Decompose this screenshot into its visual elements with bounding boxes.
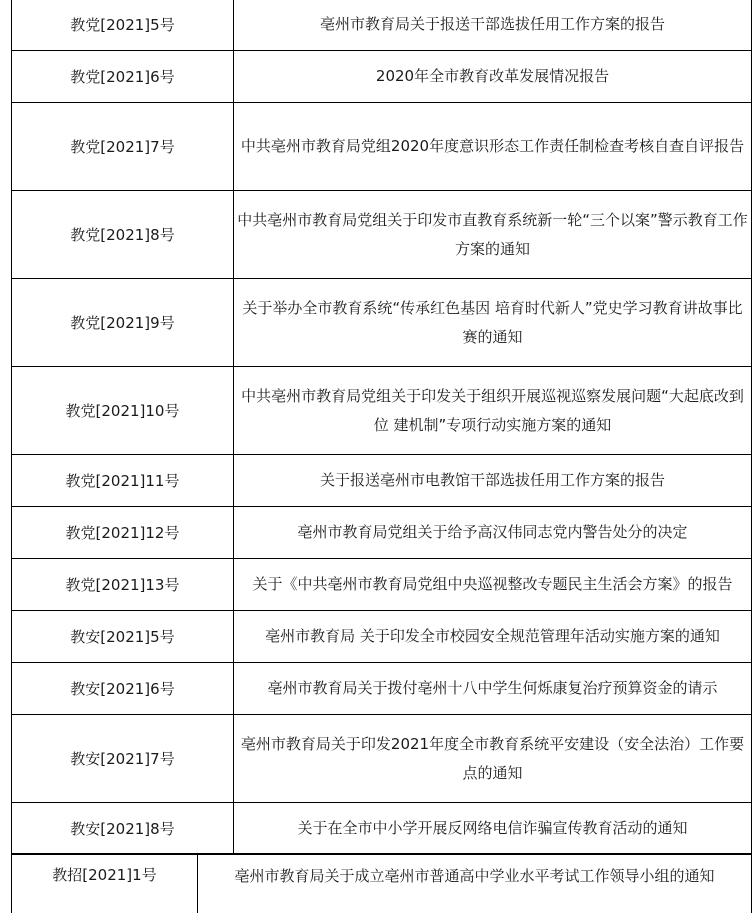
document-title: 亳州市教育局党组关于给予高汉伟同志党内警告处分的决定: [297, 523, 688, 541]
document-title: 中共亳州市教育局党组2020年度意识形态工作责任制检查考核自查自评报告: [240, 137, 745, 155]
document-title: 2020年全市教育改革发展情况报告: [375, 67, 610, 85]
document-number: 教安[2021]8号: [12, 803, 234, 854]
document-number: 教安[2021]5号: [12, 611, 234, 662]
document-title: 亳州市教育局关于印发2021年度全市教育系统平安建设（安全法治）工作要点的通知: [240, 734, 745, 782]
table-row-last: [11, 853, 752, 913]
document-number: 教党[2021]6号: [12, 51, 234, 102]
document-number: 教党[2021]5号: [12, 0, 234, 50]
table-row: [11, 0, 752, 51]
table-row: [11, 803, 752, 855]
table-row: [11, 367, 752, 455]
document-title: 关于在全市中小学开展反网络电信诈骗宣传教育活动的通知: [297, 819, 688, 837]
document-title: 亳州市教育局 关于印发全市校园安全规范管理年活动实施方案的通知: [265, 627, 720, 645]
document-title: 关于报送亳州市电教馆干部选拔任用工作方案的报告: [319, 471, 665, 489]
document-number: 教安[2021]7号: [12, 715, 234, 802]
document-number: 教招[2021]1号: [12, 854, 198, 913]
document-title: 亳州市教育局关于报送干部选拔任用工作方案的报告: [319, 15, 665, 33]
table-row: [11, 559, 752, 611]
document-title: 关于举办全市教育系统“传承红色基因 培育时代新人”党史学习教育讲故事比赛的通知: [242, 298, 743, 346]
document-number: 教党[2021]7号: [12, 103, 234, 190]
table-row: [11, 51, 752, 103]
table-row: [11, 279, 752, 367]
document-title: 关于《中共亳州市教育局党组中央巡视整改专题民主生活会方案》的报告: [252, 575, 733, 593]
table-row: [11, 191, 752, 279]
document-number: 教党[2021]9号: [12, 279, 234, 366]
table-row: [11, 611, 752, 663]
table-row: [11, 103, 752, 191]
table-row: [11, 455, 752, 507]
document-title: 亳州市教育局关于拨付亳州十八中学生何烁康复治疗预算资金的请示: [267, 679, 718, 697]
table-row: [11, 663, 752, 715]
table-row: [11, 715, 752, 803]
table-row: [11, 507, 752, 559]
document-title: 亳州市教育局关于成立亳州市普通高中学业水平考试工作领导小组的通知: [234, 867, 715, 885]
document-number: 教安[2021]6号: [12, 663, 234, 714]
document-title: 中共亳州市教育局党组关于印发关于组织开展巡视巡察发展问题“大起底改到位 建机制”专项行动实施方案的通知: [241, 386, 744, 434]
document-number: 教党[2021]11号: [12, 455, 234, 506]
document-table: [11, 0, 752, 855]
document-number: 教党[2021]8号: [12, 191, 234, 278]
document-number: 教党[2021]13号: [12, 559, 234, 610]
document-number: 教党[2021]12号: [12, 507, 234, 558]
document-number: 教党[2021]10号: [12, 367, 234, 454]
document-title: 中共亳州市教育局党组关于印发市直教育系统新一轮“三个以案”警示教育工作方案的通知: [237, 210, 748, 258]
